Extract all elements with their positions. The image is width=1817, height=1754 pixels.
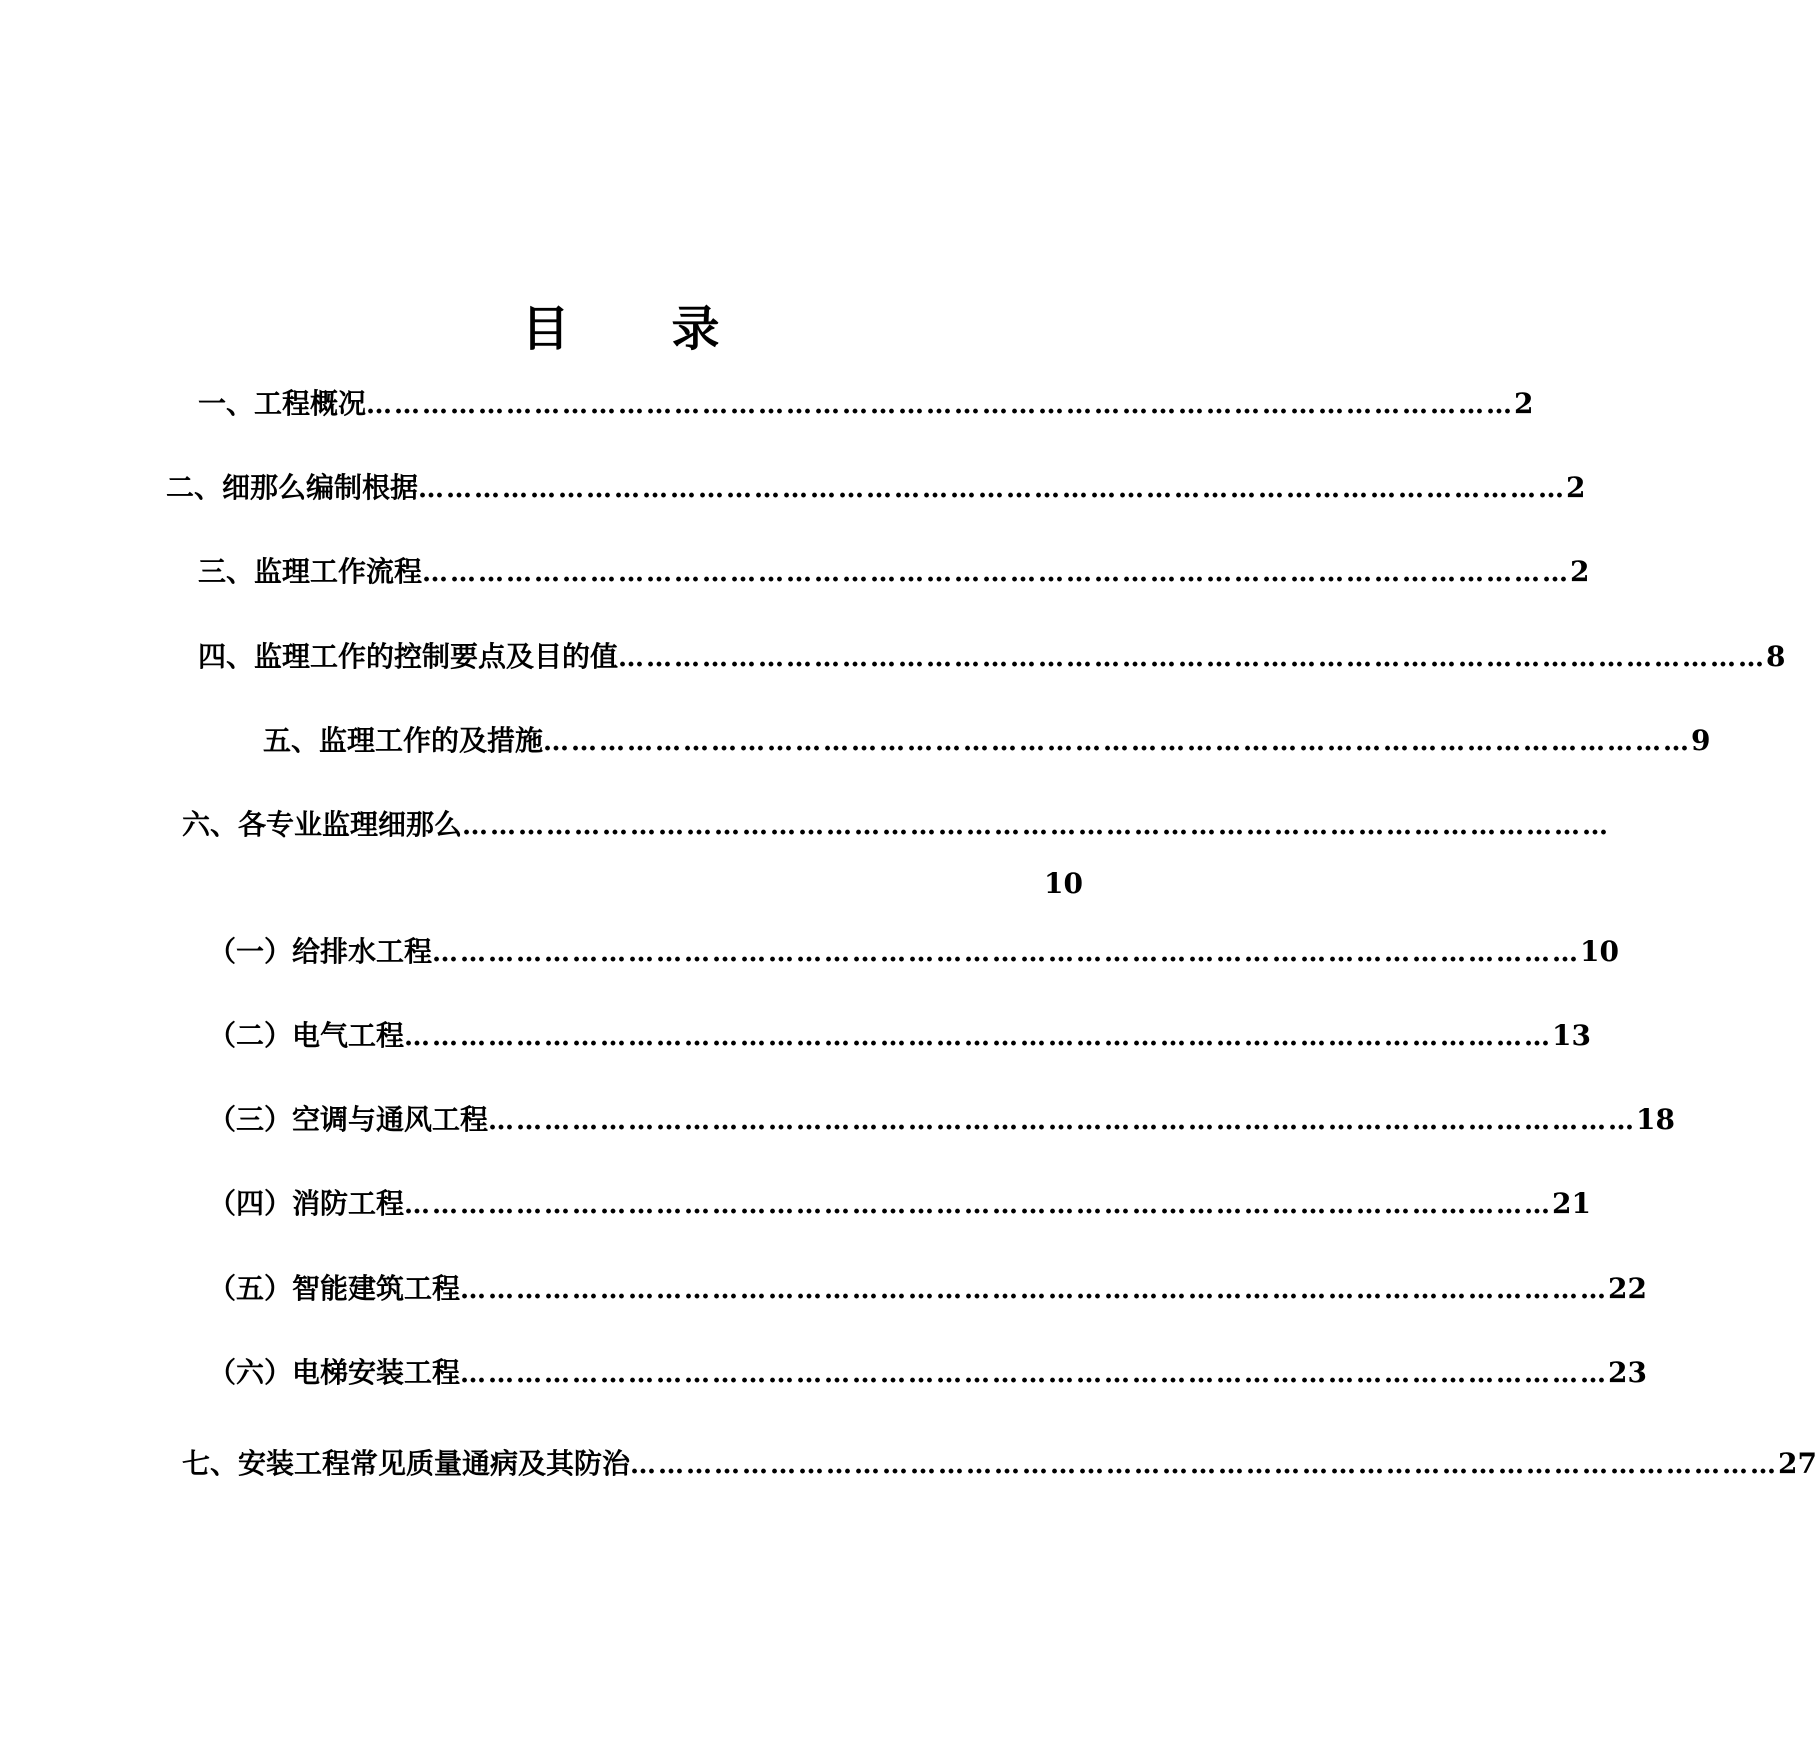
toc-entry-number: 七、 — [182, 1447, 239, 1480]
toc-entry-page-number: 23 — [1608, 1356, 1647, 1389]
toc-dot-leader: …………………………………………………………………………………………………………… — [618, 643, 1767, 673]
toc-entry[interactable] — [198, 635, 1786, 675]
toc-entry-page-number: 9 — [1691, 724, 1711, 757]
toc-dot-leader: …………………………………………………………………………………………………………… — [422, 558, 1571, 588]
toc-entry-page-number: 2 — [1566, 471, 1586, 504]
toc-entry[interactable] — [208, 1267, 1647, 1307]
toc-entry-title: 监理工作的及措施 — [319, 724, 544, 757]
toc-entry-number: （四） — [208, 1187, 293, 1220]
toc-entry[interactable] — [182, 1442, 1817, 1482]
toc-entry-number: 三、 — [198, 555, 255, 588]
toc-entry-page-number: 2 — [1514, 387, 1534, 420]
toc-entry-page-number: 22 — [1608, 1272, 1647, 1305]
toc-entry-page-number: 8 — [1766, 640, 1786, 673]
toc-entry-number: （三） — [208, 1103, 293, 1136]
toc-entry-page-number: 18 — [1636, 1103, 1675, 1136]
toc-entry-title: 电梯安装工程 — [292, 1356, 461, 1389]
toc-entry-page-number: 2 — [1570, 555, 1590, 588]
toc-entry[interactable] — [208, 930, 1619, 970]
toc-entry-number: 一、 — [198, 387, 255, 420]
toc-entry-page-number: 10 — [1044, 867, 1083, 900]
toc-entry-title: 给排水工程 — [292, 935, 433, 968]
toc-dot-leader: …………………………………………………………………………………………………………… — [543, 727, 1692, 757]
toc-entry[interactable] — [208, 1014, 1591, 1054]
toc-dot-leader: …………………………………………………………………………………………………………… — [432, 938, 1581, 968]
toc-entry-title: 监理工作的控制要点及目的值 — [254, 640, 619, 673]
toc-entry-number: （一） — [208, 935, 293, 968]
toc-title — [0, 290, 1241, 359]
toc-entry-title: 电气工程 — [292, 1019, 405, 1052]
toc-entry[interactable] — [208, 1351, 1647, 1391]
toc-dot-leader: …………………………………………………………………………………………………………… — [488, 1106, 1637, 1136]
toc-entry[interactable] — [166, 466, 1586, 506]
toc-entry-number: （六） — [208, 1356, 293, 1389]
toc-entry-page-number: 13 — [1552, 1019, 1591, 1052]
toc-entry[interactable] — [208, 1182, 1591, 1222]
toc-entry[interactable] — [182, 803, 1611, 843]
toc-entry-page-number: 27 — [1778, 1447, 1817, 1480]
toc-dot-leader: …………………………………………………………………………………………………………… — [460, 1359, 1609, 1389]
toc-entry-title: 智能建筑工程 — [292, 1272, 461, 1305]
toc-entry[interactable] — [208, 1098, 1675, 1138]
toc-entry-title: 监理工作流程 — [254, 555, 423, 588]
toc-dot-leader: …………………………………………………………………………………………………………… — [366, 390, 1515, 420]
toc-title-char-2: 录 — [671, 301, 720, 357]
toc-dot-leader: …………………………………………………………………………………………………………… — [404, 1190, 1553, 1220]
toc-entry-number: （二） — [208, 1019, 293, 1052]
toc-dot-leader: …………………………………………………………………………………………………………… — [418, 474, 1567, 504]
toc-title-char-1: 目 — [521, 301, 570, 357]
toc-dot-leader: …………………………………………………………………………………………………………… — [404, 1022, 1553, 1052]
toc-entry-page-number: 10 — [1580, 935, 1619, 968]
toc-entry-page-number: 21 — [1552, 1187, 1591, 1220]
toc-entry-title: 工程概况 — [254, 387, 367, 420]
toc-entry-number: 四、 — [198, 640, 255, 673]
toc-entry[interactable] — [198, 550, 1590, 590]
toc-dot-leader: …………………………………………………………………………………………………………… — [630, 1450, 1779, 1480]
toc-entry-number: 二、 — [166, 471, 223, 504]
toc-entry-title: 空调与通风工程 — [292, 1103, 489, 1136]
toc-entry-title: 各专业监理细那么 — [238, 808, 463, 841]
toc-entry[interactable] — [198, 382, 1534, 422]
toc-entry-number: 六、 — [182, 808, 239, 841]
toc-dot-leader: …………………………………………………………………………………………………………… — [460, 1275, 1609, 1305]
toc-entry-title: 消防工程 — [292, 1187, 405, 1220]
toc-entry[interactable] — [263, 719, 1711, 759]
toc-dot-leader: …………………………………………………………………………………………………………… — [462, 811, 1611, 841]
toc-entry-number: 五、 — [263, 724, 320, 757]
toc-entry-number: （五） — [208, 1272, 293, 1305]
toc-entry-title: 安装工程常见质量通病及其防治 — [238, 1447, 631, 1480]
toc-entry-title: 细那么编制根据 — [222, 471, 419, 504]
